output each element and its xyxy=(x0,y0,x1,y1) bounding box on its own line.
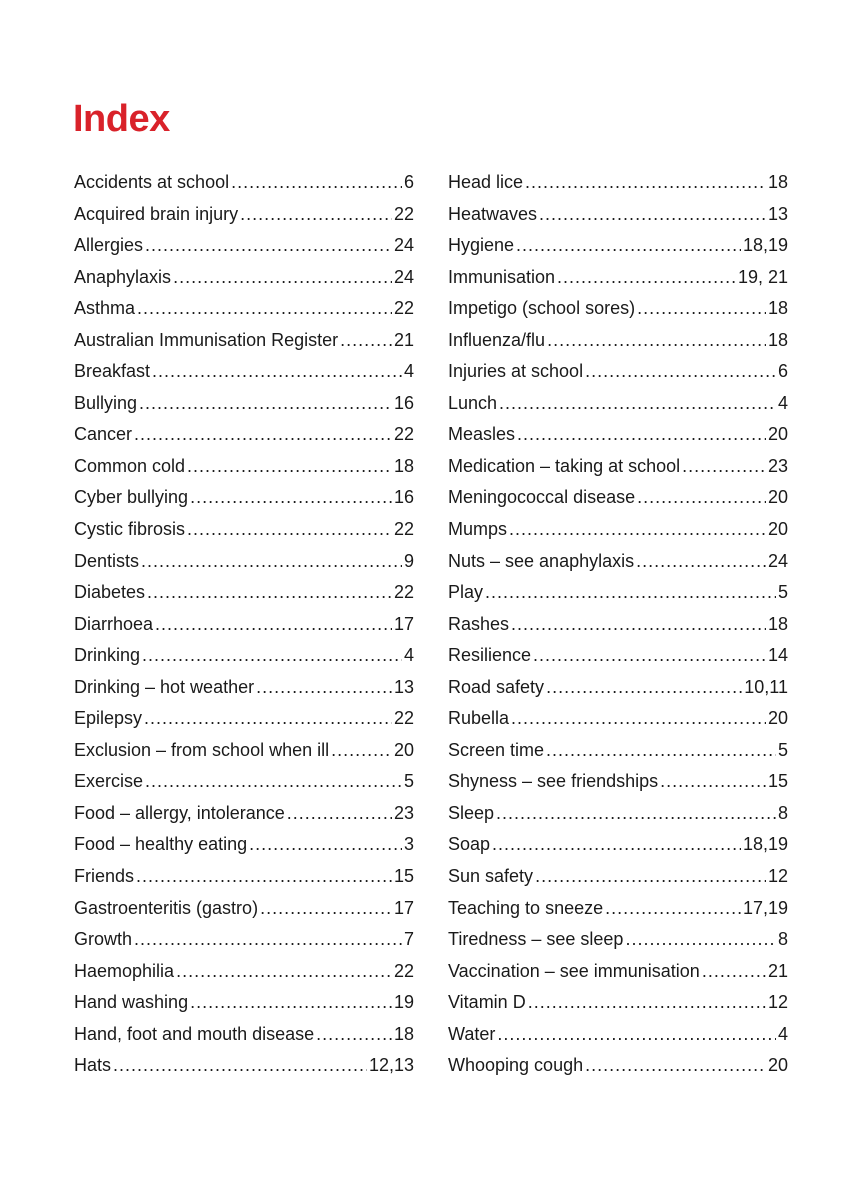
index-entry xyxy=(448,924,788,956)
index-page-number: 18 xyxy=(393,455,414,476)
index-entry xyxy=(448,766,788,798)
index-term: Diabetes xyxy=(74,582,146,603)
index-term: Hats xyxy=(74,1055,112,1076)
index-entry xyxy=(74,861,414,893)
index-page-number: 6 xyxy=(403,172,414,192)
index-page-number: 24 xyxy=(393,235,414,256)
index-entry xyxy=(448,167,788,199)
index-term: Medication – taking at school xyxy=(448,455,681,476)
index-page-number: 7 xyxy=(403,929,414,950)
dot-leader xyxy=(134,924,402,956)
index-entry xyxy=(74,609,414,641)
index-page-number: 5 xyxy=(777,739,788,760)
dot-leader xyxy=(585,356,776,388)
index-entry xyxy=(74,577,414,609)
page-title: Index xyxy=(73,98,170,140)
index-page-number: 22 xyxy=(393,960,414,981)
dot-leader xyxy=(141,546,402,578)
dot-leader xyxy=(528,987,766,1019)
index-entry xyxy=(448,798,788,830)
index-page-number: 4 xyxy=(403,645,414,666)
index-entry xyxy=(448,640,788,672)
index-term: Nuts – see anaphylaxis xyxy=(448,550,635,571)
index-entry xyxy=(448,293,788,325)
index-entry xyxy=(448,1050,788,1082)
index-term: Cystic fibrosis xyxy=(74,519,186,540)
index-entry xyxy=(448,1019,788,1051)
index-page-number: 17 xyxy=(393,897,414,918)
index-page-number: 15 xyxy=(393,866,414,887)
dot-leader xyxy=(256,672,392,704)
index-term: Influenza/flu xyxy=(448,329,546,350)
index-term: Head lice xyxy=(448,172,524,192)
index-term: Gastroenteritis (gastro) xyxy=(74,897,259,918)
index-page-number: 8 xyxy=(777,802,788,823)
index-entry xyxy=(448,703,788,735)
dot-leader xyxy=(187,451,392,483)
index-page-number: 12 xyxy=(767,866,788,887)
index-page-number: 21 xyxy=(393,329,414,350)
index-page-number: 17,19 xyxy=(742,897,788,918)
index-entry xyxy=(448,577,788,609)
index-page-number: 19 xyxy=(393,992,414,1013)
index-term: Accidents at school xyxy=(74,172,230,192)
index-term: Drinking – hot weather xyxy=(74,676,255,697)
index-term: Lunch xyxy=(448,392,498,413)
index-page-number: 24 xyxy=(767,550,788,571)
index-entry xyxy=(448,672,788,704)
index-term: Food – healthy eating xyxy=(74,834,248,855)
index-term: Road safety xyxy=(448,676,545,697)
index-term: Shyness – see friendships xyxy=(448,771,659,792)
index-term: Growth xyxy=(74,929,133,950)
index-entry xyxy=(448,388,788,420)
index-page-number: 4 xyxy=(777,1023,788,1044)
dot-leader xyxy=(340,325,392,357)
index-entry xyxy=(74,262,414,294)
index-page-number: 23 xyxy=(393,802,414,823)
dot-leader xyxy=(525,167,766,199)
index-entry xyxy=(448,199,788,231)
index-entry xyxy=(74,356,414,388)
dot-leader xyxy=(511,609,766,641)
dot-leader xyxy=(287,798,392,830)
index-entry xyxy=(448,609,788,641)
index-entry xyxy=(74,1019,414,1051)
index-term: Diarrhoea xyxy=(74,613,154,634)
index-term: Immunisation xyxy=(448,266,556,287)
index-term: Australian Immunisation Register xyxy=(74,329,339,350)
dot-leader xyxy=(546,735,776,767)
index-page-number: 20 xyxy=(767,708,788,729)
index-term: Whooping cough xyxy=(448,1055,584,1076)
index-page-number: 18 xyxy=(767,298,788,319)
index-entry xyxy=(448,861,788,893)
index-entry xyxy=(74,735,414,767)
index-entry xyxy=(74,893,414,925)
dot-leader xyxy=(136,861,392,893)
index-term: Teaching to sneeze xyxy=(448,897,604,918)
index-term: Rashes xyxy=(448,613,510,634)
index-term: Acquired brain injury xyxy=(74,203,239,224)
index-entry xyxy=(448,893,788,925)
index-term: Common cold xyxy=(74,455,186,476)
index-term: Food – allergy, intolerance xyxy=(74,802,285,823)
index-page-number: 6 xyxy=(777,361,788,382)
index-page-number: 18 xyxy=(767,172,788,192)
index-term: Breakfast xyxy=(74,361,151,382)
index-page-number: 23 xyxy=(767,455,788,476)
dot-leader xyxy=(142,640,402,672)
dot-leader xyxy=(660,766,766,798)
dot-leader xyxy=(539,199,766,231)
index-page-number: 22 xyxy=(393,203,414,224)
index-entry xyxy=(74,230,414,262)
index-page-number: 5 xyxy=(777,582,788,603)
index-entry xyxy=(74,1050,414,1082)
dot-leader xyxy=(497,1019,776,1051)
dot-leader xyxy=(260,893,392,925)
index-term: Haemophilia xyxy=(74,960,175,981)
index-entry xyxy=(74,766,414,798)
index-page-number: 21 xyxy=(767,960,788,981)
dot-leader xyxy=(492,829,741,861)
index-page-number: 17 xyxy=(393,613,414,634)
index-entry xyxy=(74,546,414,578)
index-term: Hand, foot and mouth disease xyxy=(74,1023,315,1044)
dot-leader xyxy=(516,230,741,262)
index-term: Vaccination – see immunisation xyxy=(448,960,700,981)
index-term: Vitamin D xyxy=(448,992,526,1013)
dot-leader xyxy=(144,703,392,735)
index-page-number: 5 xyxy=(403,771,414,792)
index-page-number: 20 xyxy=(767,487,788,508)
index-page-number: 9 xyxy=(403,550,414,571)
index-term: Tiredness – see sleep xyxy=(448,929,624,950)
index-page-number: 12 xyxy=(767,992,788,1013)
index-page-number: 19, 21 xyxy=(737,266,788,287)
index-page-number: 24 xyxy=(393,266,414,287)
index-term: Anaphylaxis xyxy=(74,266,172,287)
dot-leader xyxy=(485,577,776,609)
index-entry xyxy=(74,199,414,231)
dot-leader xyxy=(496,798,776,830)
index-entry xyxy=(74,514,414,546)
index-term: Hand washing xyxy=(74,992,189,1013)
dot-leader xyxy=(173,262,392,294)
index-page-number: 4 xyxy=(777,392,788,413)
index-page-number: 18 xyxy=(393,1023,414,1044)
dot-leader xyxy=(249,829,402,861)
dot-leader xyxy=(316,1019,392,1051)
index-entry xyxy=(74,987,414,1019)
index-entry xyxy=(448,230,788,262)
dot-leader xyxy=(637,482,766,514)
index-entry xyxy=(448,987,788,1019)
dot-leader xyxy=(152,356,402,388)
dot-leader xyxy=(134,419,392,451)
dot-leader xyxy=(517,419,766,451)
index-page-number: 22 xyxy=(393,519,414,540)
index-term: Rubella xyxy=(448,708,510,729)
index-term: Injuries at school xyxy=(448,361,584,382)
index-term: Meningococcal disease xyxy=(448,487,636,508)
index-entry xyxy=(448,482,788,514)
dot-leader xyxy=(509,514,766,546)
index-page-number: 18 xyxy=(767,329,788,350)
dot-leader xyxy=(145,766,402,798)
dot-leader xyxy=(137,293,392,325)
index-entry xyxy=(448,514,788,546)
dot-leader xyxy=(187,514,392,546)
dot-leader xyxy=(147,577,392,609)
dot-leader xyxy=(585,1050,766,1082)
dot-leader xyxy=(176,956,392,988)
index-entry xyxy=(74,388,414,420)
dot-leader xyxy=(331,735,392,767)
index-page-number: 18,19 xyxy=(742,235,788,256)
index-entry xyxy=(448,325,788,357)
dot-leader xyxy=(557,262,736,294)
index-entry xyxy=(74,924,414,956)
index-page-number: 20 xyxy=(767,424,788,445)
index-page-number: 22 xyxy=(393,708,414,729)
index-entry xyxy=(74,482,414,514)
index-term: Bullying xyxy=(74,392,138,413)
index-term: Friends xyxy=(74,866,135,887)
dot-leader xyxy=(145,230,392,262)
index-term: Mumps xyxy=(448,519,508,540)
index-page-number: 4 xyxy=(403,361,414,382)
index-page-number: 20 xyxy=(393,739,414,760)
index-entry xyxy=(74,419,414,451)
index-entry xyxy=(448,262,788,294)
dot-leader xyxy=(190,482,392,514)
index-page-number: 16 xyxy=(393,487,414,508)
index-term: Exercise xyxy=(74,771,144,792)
index-entry xyxy=(448,735,788,767)
index-page-number: 8 xyxy=(777,929,788,950)
index-entry xyxy=(74,798,414,830)
index-term: Epilepsy xyxy=(74,708,143,729)
index-term: Cancer xyxy=(74,424,133,445)
index-page-number: 22 xyxy=(393,298,414,319)
index-page-number: 22 xyxy=(393,424,414,445)
index-term: Asthma xyxy=(74,298,136,319)
index-term: Screen time xyxy=(448,739,545,760)
dot-leader xyxy=(625,924,776,956)
index-entry xyxy=(74,672,414,704)
dot-leader xyxy=(533,640,766,672)
index-column-left xyxy=(74,167,414,1082)
index-entry xyxy=(74,167,414,199)
index-page-number: 3 xyxy=(403,834,414,855)
index-entry xyxy=(448,356,788,388)
index-page-number: 13 xyxy=(393,676,414,697)
dot-leader xyxy=(139,388,392,420)
index-term: Water xyxy=(448,1023,496,1044)
index-term: Drinking xyxy=(74,645,141,666)
index-entry xyxy=(74,640,414,672)
index-page-number: 13 xyxy=(767,203,788,224)
dot-leader xyxy=(535,861,766,893)
index-entry xyxy=(74,956,414,988)
dot-leader xyxy=(499,388,776,420)
index-page-number: 12,13 xyxy=(368,1055,414,1076)
index-page-number: 22 xyxy=(393,582,414,603)
dot-leader xyxy=(702,956,766,988)
dot-leader xyxy=(240,199,392,231)
index-page-number: 14 xyxy=(767,645,788,666)
index-column-right xyxy=(448,167,788,1082)
index-entry xyxy=(448,419,788,451)
dot-leader xyxy=(637,293,766,325)
index-term: Measles xyxy=(448,424,516,445)
dot-leader xyxy=(547,325,766,357)
dot-leader xyxy=(546,672,742,704)
index-page-number: 10,11 xyxy=(744,676,788,697)
index-term: Play xyxy=(448,582,484,603)
index-page-number: 16 xyxy=(393,392,414,413)
index-page-number: 18,19 xyxy=(742,834,788,855)
index-entry xyxy=(448,956,788,988)
index-page-number: 18 xyxy=(767,613,788,634)
index-page-number: 15 xyxy=(767,771,788,792)
dot-leader xyxy=(155,609,392,641)
index-entry xyxy=(74,703,414,735)
index-term: Soap xyxy=(448,834,491,855)
index-entry xyxy=(74,829,414,861)
dot-leader xyxy=(636,546,766,578)
index-term: Hygiene xyxy=(448,235,515,256)
index-entry xyxy=(74,451,414,483)
index-page-number: 20 xyxy=(767,519,788,540)
dot-leader xyxy=(231,167,402,199)
dot-leader xyxy=(682,451,766,483)
index-term: Sleep xyxy=(448,802,495,823)
dot-leader xyxy=(511,703,766,735)
dot-leader xyxy=(113,1050,367,1082)
dot-leader xyxy=(605,893,741,925)
index-entry xyxy=(448,451,788,483)
index-term: Heatwaves xyxy=(448,203,538,224)
index-term: Impetigo (school sores) xyxy=(448,298,636,319)
index-term: Exclusion – from school when ill xyxy=(74,739,330,760)
index-entry xyxy=(448,546,788,578)
index-entry xyxy=(74,293,414,325)
index-term: Cyber bullying xyxy=(74,487,189,508)
index-entry xyxy=(448,829,788,861)
dot-leader xyxy=(190,987,392,1019)
index-term: Dentists xyxy=(74,550,140,571)
index-term: Resilience xyxy=(448,645,532,666)
index-entry xyxy=(74,325,414,357)
index-page-number: 20 xyxy=(767,1055,788,1076)
index-term: Allergies xyxy=(74,235,144,256)
index-term: Sun safety xyxy=(448,866,534,887)
